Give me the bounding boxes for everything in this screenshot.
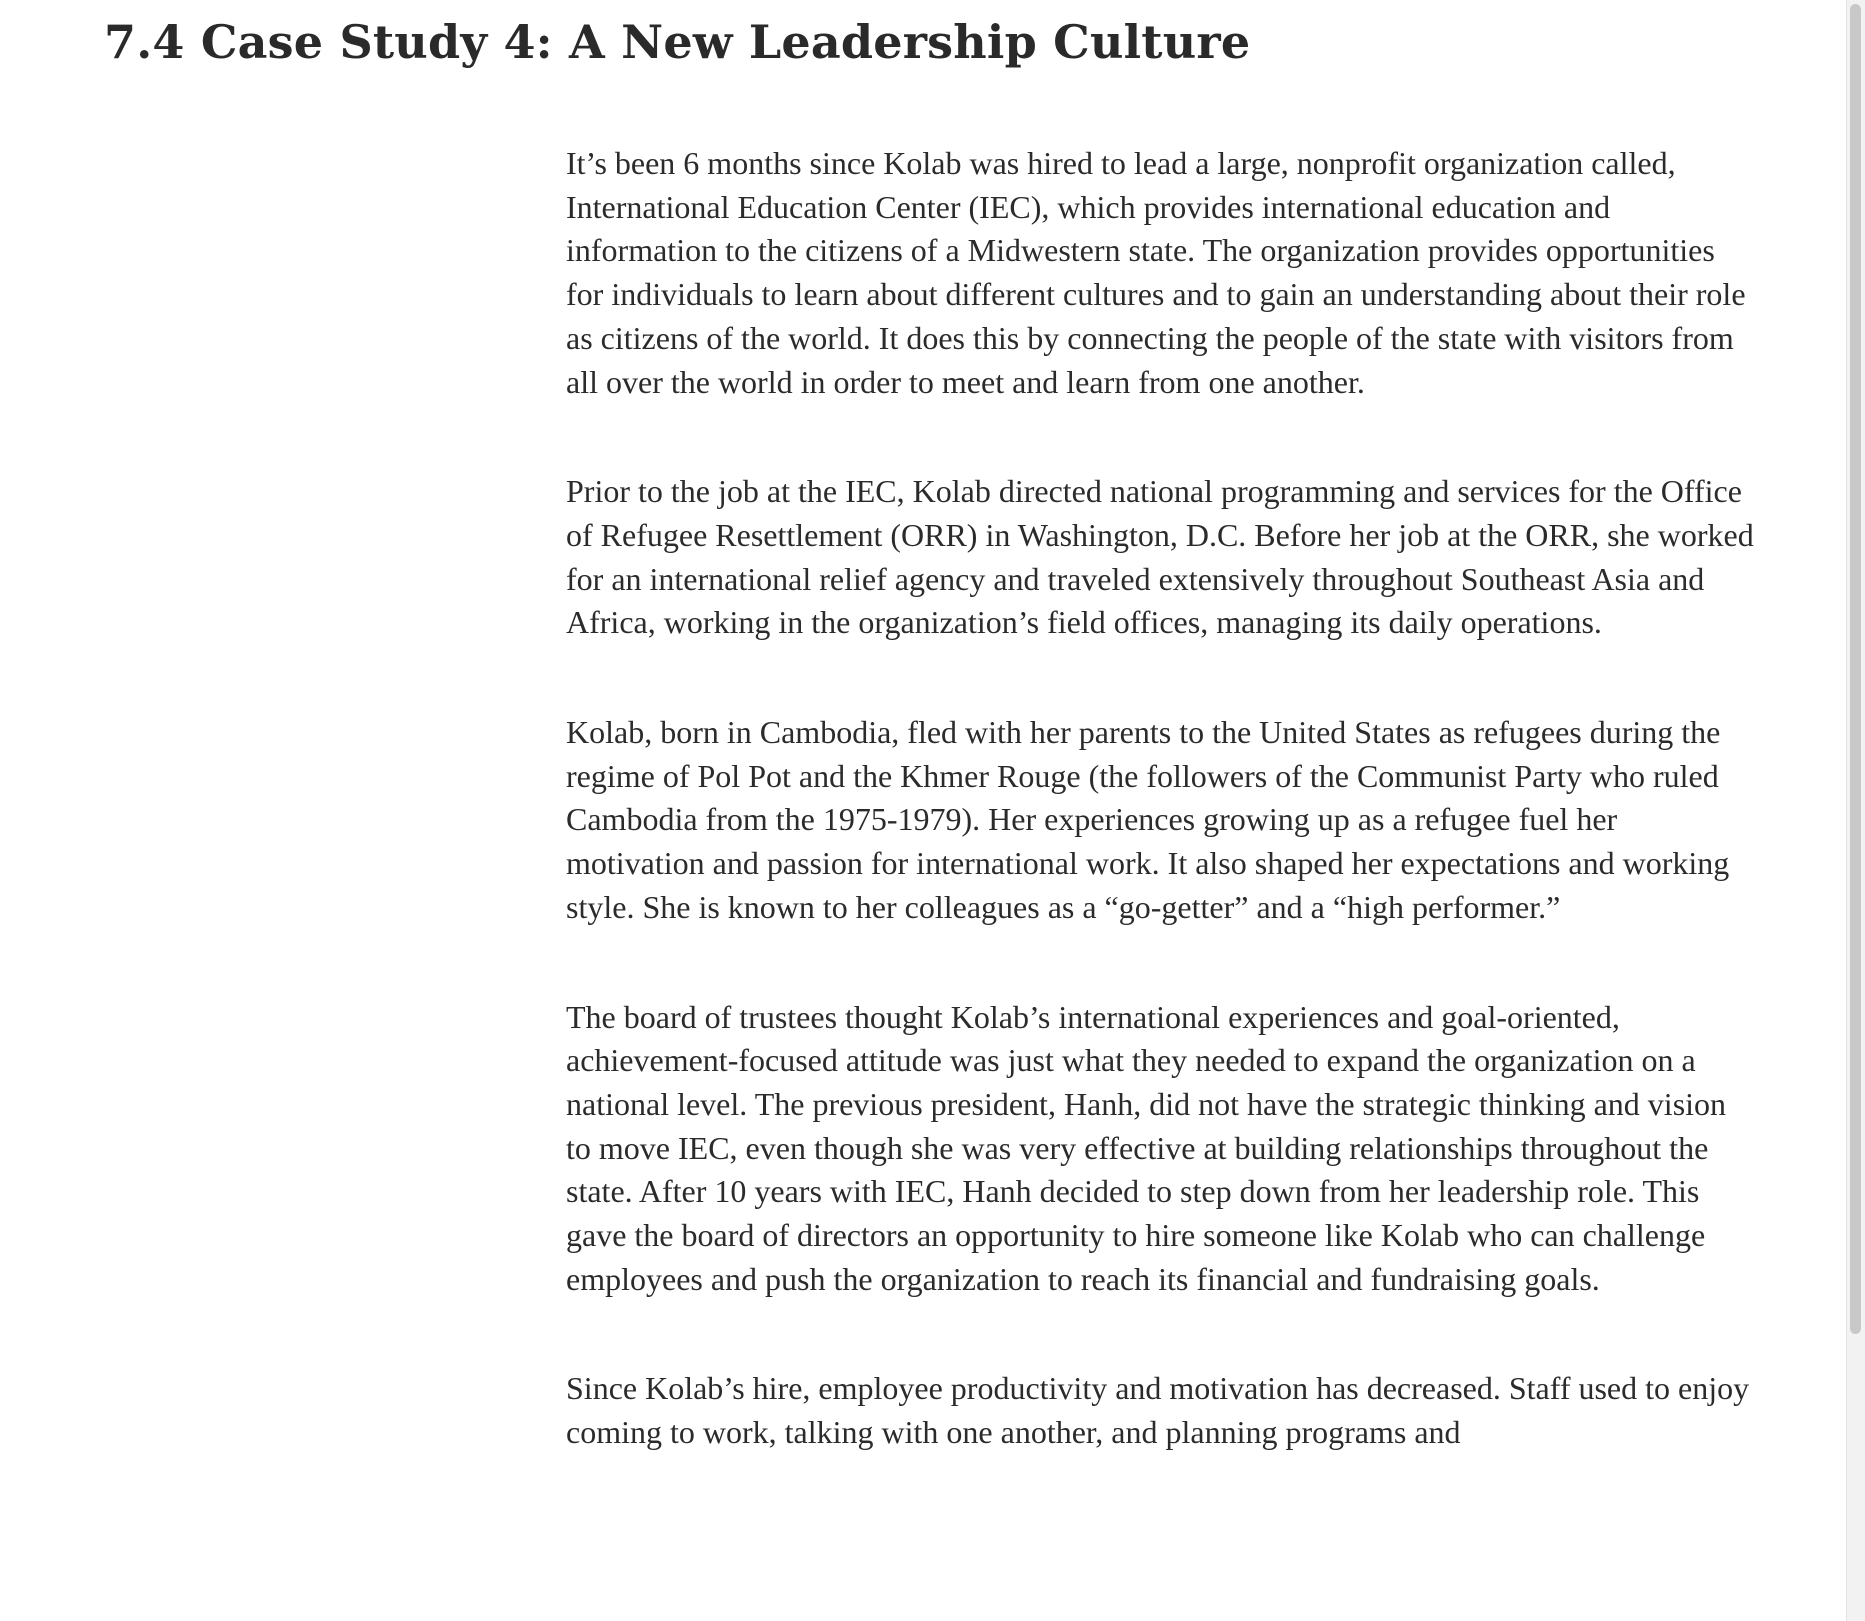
case-study-body — [566, 142, 1756, 1521]
paragraph-4: The board of trustees thought Kolab’s international experiences and goal-oriented, achievement-focused attitude was just what they needed to expand the organization on a national level. The previous president, Hanh, did not have the strategic thinking and vision to move IEC, even though she was very effective at building relationships throughout the state. After 10 years with IEC, Hanh decided to step down from her leadership role. This gave the board of directors an opportunity to hire someone like Kolab who can challenge employees and push the organization to reach its financial and fundraising goals. — [566, 998, 1727, 1297]
vertical-scrollbar[interactable] — [1846, 0, 1865, 1621]
paragraph-5: Since Kolab’s hire, employee productivity and motivation has decreased. Staff used to enjoy coming to work, talking with one another, and planning programs and — [566, 1370, 1750, 1451]
paragraph-1: It’s been 6 months since Kolab was hired to lead a large, nonprofit organization called, International Education Center (IEC), which provides international education and information to the citizens of a Midwestern state. The organization provides opportunities for individuals to learn about different cultures and to gain an understanding about their role as citizens of the world. It does this by connecting the people of the state with visitors from all over the world in order to meet and learn from one another. — [566, 145, 1746, 400]
page-title: 7.4 Case Study 4: A New Leadership Culture — [104, 15, 1251, 69]
scrollbar-thumb[interactable] — [1850, 4, 1861, 1334]
paragraph-3: Kolab, born in Cambodia, fled with her parents to the United States as refugees during the regime of Pol Pot and the Khmer Rouge (the followers of the Communist Party who ruled Cambodia from the 1975-1979). Her experiences growing up as a refugee fuel her motivation and passion for international work. It also shaped her expectations and working style. She is known to her colleagues as a “go-getter” and a “high performer.” — [566, 714, 1730, 925]
paragraph-2: Prior to the job at the IEC, Kolab directed national programming and services for the Office of Refugee Resettlement (ORR) in Washington, D.C. Before her job at the ORR, she worked for an international relief agency and traveled extensively throughout Southeast Asia and Africa, working in the organization’s field offices, managing its daily operations. — [566, 473, 1754, 641]
